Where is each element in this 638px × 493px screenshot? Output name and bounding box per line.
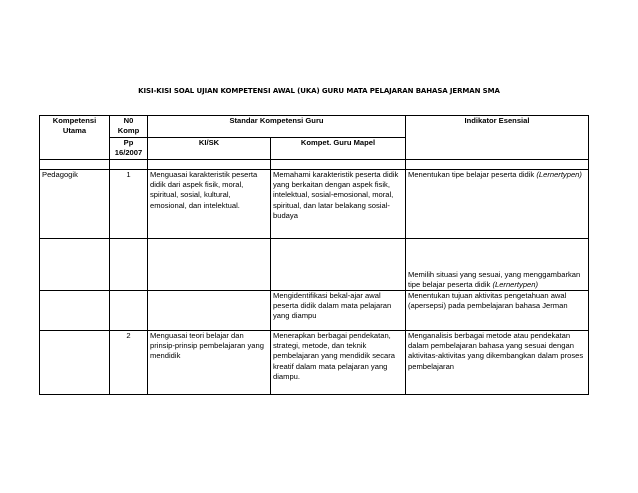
cell-kompet: Mengidentifikasi bekal-ajar awal peserta didik dalam mata pelajaran yang diampu	[271, 291, 406, 331]
cell-kompet: Menerapkan berbagai pendekatan, strategi, metode, dan teknik pembelajaran yang mendidik secara kreatif dalam mata pelajaran yang diampu.	[271, 331, 406, 395]
table-header-row	[40, 116, 589, 138]
cell-indikator: Menganalisis berbagai metode atau pendekatan dalam pembelajaran bahasa yang sesuai dengan aktivitas-aktivitas yang dikembangkan dalam proses pembelajaran	[406, 331, 589, 395]
cell-indikator	[406, 239, 589, 291]
cell-indikator: Menentukan tujuan aktivitas pengetahuan awal (apersepsi) pada pembelajaran bahasa Jerman	[406, 291, 589, 331]
kisi-kisi-table	[39, 115, 589, 395]
header-standar-kompetensi-guru: Standar Kompetensi Guru	[148, 116, 406, 138]
cell-kompetensi: Pedagogik	[40, 170, 110, 239]
header-kompetensi-utama: Kompetensi Utama	[40, 116, 110, 160]
indikator-text: Menentukan tipe belajar peserta didik	[408, 170, 537, 179]
cell-no: 1	[110, 170, 148, 239]
table-row	[40, 331, 589, 395]
table-row	[40, 239, 589, 291]
indikator-text: Memilih situasi yang sesuai, yang menggambarkan tipe belajar peserta didik	[408, 269, 581, 289]
indikator-italic-text: (Lernertypen)	[492, 279, 539, 289]
document-title: KISI-KISI SOAL UJIAN KOMPETENSI AWAL (UKA) GURU MATA PELAJARAN BAHASA JERMAN SMA	[138, 87, 500, 95]
header-pp: Pp 16/2007	[110, 138, 148, 160]
header-kompet-guru-mapel: Kompet. Guru Mapel	[271, 138, 406, 160]
cell-kisk: Menguasai teori belajar dan prinsip-prinsip pembelajaran yang mendidik	[148, 331, 271, 395]
cell-indikator	[406, 170, 589, 239]
header-n0-komp: N0 Komp	[110, 116, 148, 138]
cell-kisk: Menguasai karakteristik peserta didik dari aspek fisik, moral, spiritual, sosial, kultural, emosional, dan intelektual.	[148, 170, 271, 239]
header-kisk: KI/SK	[148, 138, 271, 160]
table-row	[40, 170, 589, 239]
header-indikator-esensial: Indikator Esensial	[406, 116, 589, 160]
cell-kompet: Memahami karakteristik peserta didik yang berkaitan dengan aspek fisik, intelektual, sosial-emosional, moral, spiritual, dan latar belakang sosial-budaya	[271, 170, 406, 239]
indikator-italic-text: (Lernertypen)	[536, 170, 582, 179]
table-row	[40, 291, 589, 331]
spacer-row	[40, 160, 589, 170]
cell-no: 2	[110, 331, 148, 395]
